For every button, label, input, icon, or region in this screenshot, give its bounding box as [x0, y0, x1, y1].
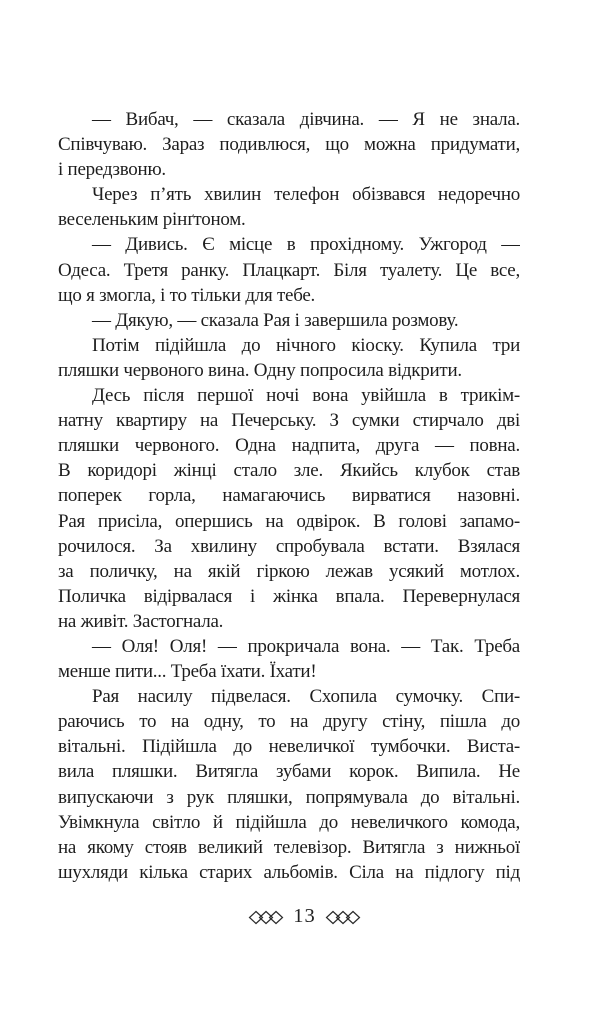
text-line: Увімкнула світло й підійшла до невеличкого комода, — [58, 811, 520, 833]
page-number: 13 — [293, 905, 316, 927]
text-line: випускаючи з рук пляшки, попрямувала до вітальні. — [58, 786, 520, 808]
text-line: вітальні. Підійшла до невеличкої тумбочки. Виста- — [58, 736, 520, 758]
text-line: і передзвоню. — [58, 159, 166, 181]
text-line: за поличку, на якій гіркою лежав усякий мотлох. — [58, 560, 520, 582]
text-line: Співчуваю. Зараз подивлюся, що можна придумати, — [58, 134, 520, 156]
paragraph — [58, 308, 520, 333]
text-line: Рая присіла, опершись на одвірок. В голові запамо- — [58, 510, 520, 532]
text-line: менше пити... Треба їхати. Їхати! — [58, 661, 317, 683]
text-line: пляшки червоного вина. Одну попросила відкрити. — [58, 359, 462, 381]
text-line: шухляди кілька старих альбомів. Сіла на підлогу під — [58, 861, 520, 883]
text-line: на живіт. Застогнала. — [58, 610, 224, 632]
paragraph — [58, 232, 520, 307]
text-line: Поличка відірвалася і жінка впала. Перевернулася — [58, 585, 520, 607]
paragraph — [58, 383, 520, 634]
text-line: рочилося. За хвилину спробувала встати. Взялася — [58, 535, 520, 557]
triple-diamond-left-icon — [248, 910, 284, 925]
paragraph — [58, 182, 520, 232]
paragraph — [58, 634, 520, 684]
text-line: — Дивись. Є місце в прохідному. Ужгород — — [92, 234, 520, 256]
text-line: В коридорі жінці стало зле. Якийсь клубок став — [58, 460, 520, 482]
text-line: натну квартиру на Печерську. З сумки стирчало дві — [58, 410, 520, 432]
page-text — [58, 107, 520, 885]
text-line: вила пляшки. Витягла зубами корок. Випила. Не — [58, 761, 520, 783]
triple-diamond-right-icon — [325, 910, 361, 925]
text-line: Потім підійшла до нічного кіоску. Купила три — [92, 334, 520, 356]
text-line: пляшки червоного. Одна надпита, друга — повна. — [58, 435, 520, 457]
text-line: поперек горла, намагаючись вирватися назовні. — [58, 485, 520, 507]
paragraph — [58, 107, 520, 182]
text-line: на якому стояв великий телевізор. Витягла з нижньої — [58, 836, 520, 858]
text-line: Десь після першої ночі вона увійшла в трикім- — [92, 385, 520, 407]
text-line: Через п’ять хвилин телефон обізвався недоречно — [92, 184, 520, 206]
paragraph — [58, 333, 520, 383]
text-line: раючись то на одну, то на другу стіну, пішла до — [58, 711, 520, 733]
text-line: — Дякую, — сказала Рая і завершила розмову. — [92, 309, 459, 331]
text-line: веселеньким рінґтоном. — [58, 209, 246, 231]
text-line: Одеса. Третя ранку. Плацкарт. Біля туалету. Це все, — [58, 259, 520, 281]
paragraph — [58, 684, 520, 885]
text-line: — Оля! Оля! — прокричала вона. — Так. Треба — [92, 635, 520, 657]
text-line: — Вибач, — сказала дівчина. — Я не знала. — [92, 109, 520, 130]
page-footer — [0, 906, 609, 929]
text-line: що я змогла, і то тільки для тебе. — [58, 284, 316, 306]
text-line: Рая насилу підвелася. Схопила сумочку. Спи- — [92, 686, 520, 708]
